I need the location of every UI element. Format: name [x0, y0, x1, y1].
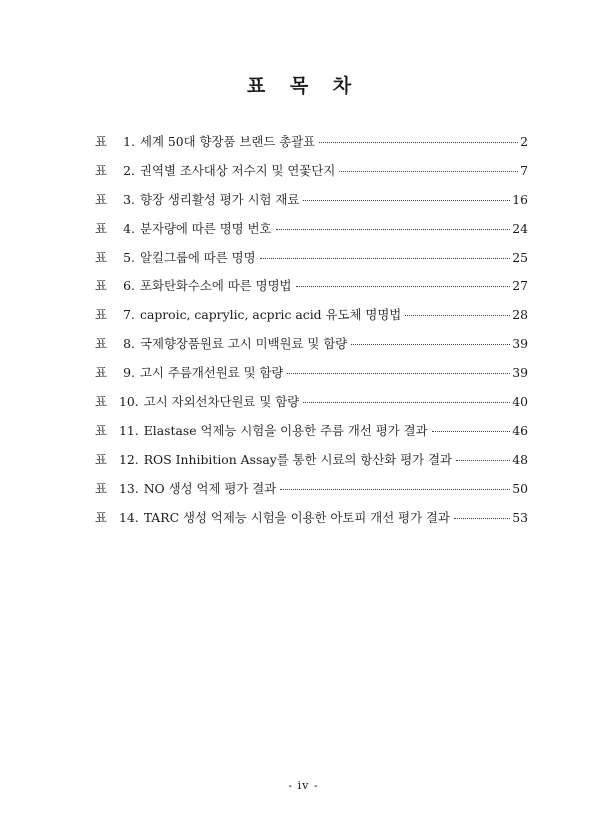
toc-dot-leader: [432, 431, 511, 432]
toc-entry-title: Elastase 억제능 시험을 이용한 주름 개선 평가 결과: [143, 422, 428, 438]
toc-entry-page: 2: [520, 134, 528, 149]
toc-entry-number: 7.: [123, 307, 135, 323]
toc-entry[interactable]: [95, 220, 528, 249]
toc-dot-leader: [405, 315, 510, 316]
toc-entry[interactable]: [95, 249, 528, 278]
toc-entry-prefix: 표: [95, 278, 107, 294]
toc-entry-page: 46: [512, 422, 528, 438]
toc-entry-prefix: 표: [95, 451, 107, 467]
toc-entry-title: 향장 생리활성 평가 시험 재료: [140, 191, 300, 207]
toc-entry-title: 포화탄화수소에 따른 명명법: [140, 278, 292, 294]
toc-entry-number: 12.: [119, 451, 139, 467]
toc-entry-number: 5.: [123, 249, 135, 265]
toc-entry-page: 7: [520, 162, 528, 178]
toc-entry[interactable]: [95, 306, 528, 335]
toc-entry-title: 권역별 조사대상 저수지 및 연꽃단지: [140, 162, 336, 178]
toc-entry[interactable]: [95, 451, 528, 480]
toc-dot-leader: [260, 258, 511, 259]
toc-entry-title: 세계 50대 향장품 브랜드 총괄표: [140, 134, 316, 149]
toc-entry-prefix: 표: [95, 336, 107, 352]
toc-entry-page: 39: [512, 336, 528, 352]
page-number-footer: - iv -: [288, 779, 319, 792]
toc-entry-title: TARC 생성 억제능 시험을 이용한 아토피 개선 평가 결과: [143, 509, 450, 525]
toc-entry-prefix: 표: [95, 191, 107, 207]
toc-entry-prefix: 표: [95, 249, 107, 265]
toc-dot-leader: [456, 460, 510, 461]
toc-entry[interactable]: [95, 422, 528, 451]
toc-entry-title: 고시 자외선차단원료 및 함량: [143, 394, 300, 410]
toc-entry-prefix: 표: [95, 365, 107, 381]
toc-entry-number: 9.: [123, 365, 135, 381]
table-of-contents: [95, 133, 528, 537]
toc-entry[interactable]: [95, 162, 528, 191]
toc-entry-prefix: 표: [95, 162, 107, 178]
toc-dot-leader: [454, 518, 510, 519]
toc-entry-number: 10.: [119, 394, 139, 410]
toc-entry[interactable]: [95, 509, 528, 538]
toc-entry-number: 1.: [123, 134, 135, 149]
toc-entry-page: 48: [512, 451, 528, 467]
toc-entry-number: 3.: [123, 191, 135, 207]
toc-dot-leader: [276, 229, 511, 230]
toc-dot-leader: [303, 402, 510, 403]
toc-dot-leader: [319, 142, 518, 143]
toc-entry[interactable]: [95, 335, 528, 364]
toc-entry-title: ROS Inhibition Assay를 통한 시료의 항산화 평가 결과: [143, 451, 453, 467]
toc-entry[interactable]: [95, 191, 528, 220]
toc-entry[interactable]: [95, 133, 528, 162]
toc-entry-page: 50: [512, 480, 528, 496]
toc-entry-number: 11.: [119, 422, 139, 438]
toc-entry-title: 고시 주름개선원료 및 함량: [140, 365, 284, 381]
page-title: 표 목 차: [246, 75, 361, 97]
toc-entry-prefix: 표: [95, 394, 107, 410]
toc-entry-title: 분자량에 따른 명명 번호: [140, 220, 272, 236]
toc-entry[interactable]: [95, 277, 528, 306]
toc-entry-prefix: 표: [95, 307, 107, 323]
toc-entry-page: 24: [512, 220, 528, 236]
toc-entry-page: 53: [512, 509, 528, 525]
toc-entry-prefix: 표: [95, 134, 107, 149]
toc-entry-title: caproic, caprylic, acpric acid 유도체 명명법: [140, 307, 402, 323]
toc-entry-number: 4.: [123, 220, 135, 236]
toc-entry-page: 16: [512, 191, 528, 207]
toc-entry-prefix: 표: [95, 220, 107, 236]
toc-entry-page: 27: [512, 278, 528, 294]
toc-dot-leader: [296, 286, 511, 287]
toc-entry-page: 39: [512, 365, 528, 381]
toc-entry-page: 40: [512, 394, 528, 410]
toc-entry-title: 국제향장품원료 고시 미백원료 및 함량: [140, 336, 348, 352]
toc-entry-prefix: 표: [95, 422, 107, 438]
toc-dot-leader: [339, 171, 518, 172]
toc-entry-page: 25: [512, 249, 528, 265]
toc-entry-prefix: 표: [95, 509, 107, 525]
toc-entry[interactable]: [95, 364, 528, 393]
toc-entry[interactable]: [95, 480, 528, 509]
toc-dot-leader: [287, 373, 510, 374]
toc-entry[interactable]: [95, 393, 528, 422]
toc-dot-leader: [303, 200, 510, 201]
toc-entry-title: NO 생성 억제 평가 결과: [143, 480, 277, 496]
toc-dot-leader: [280, 489, 510, 490]
toc-dot-leader: [351, 344, 510, 345]
toc-entry-number: 13.: [119, 480, 139, 496]
toc-entry-prefix: 표: [95, 480, 107, 496]
toc-entry-number: 8.: [123, 336, 135, 352]
toc-entry-page: 28: [512, 307, 528, 323]
toc-entry-number: 6.: [123, 278, 135, 294]
toc-entry-number: 14.: [119, 509, 139, 525]
toc-entry-title: 알킬그룹에 따른 명명: [140, 249, 256, 265]
toc-entry-number: 2.: [123, 162, 135, 178]
